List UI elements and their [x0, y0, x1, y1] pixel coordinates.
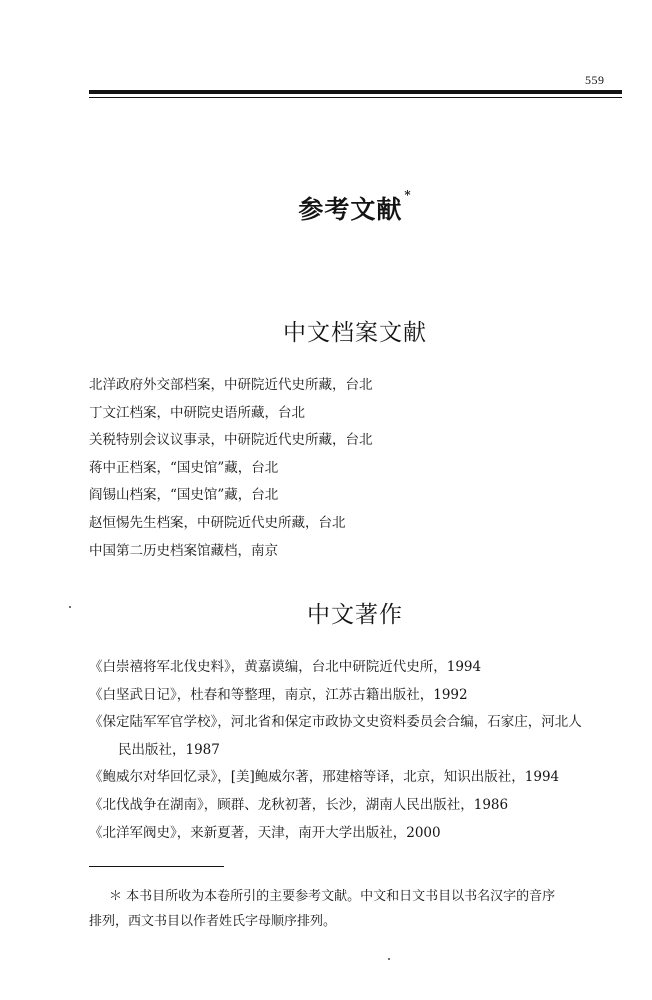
list-item: 中国第二历史档案馆藏档，南京	[89, 542, 278, 559]
list-item: 关税特别会议议事录，中研院近代史所藏，台北	[89, 432, 373, 449]
footnote-line-1: ＊ 本书目所收为本卷所引的主要参考文献。中文和日文书目以书名汉字的音序	[109, 889, 556, 904]
scan-speck	[69, 606, 71, 608]
section-heading-archives: 中文档案文献	[283, 320, 427, 346]
footnote-line-2: 排列，西文书目以作者姓氏字母顺序排列。	[89, 914, 337, 929]
list-item: 《白崇禧将军北伐史料》，黄嘉谟编，台北中研院近代史所，1994	[89, 659, 482, 675]
list-item: 《保定陆军军官学校》，河北省和保定市政协文史资料委员会合编，石家庄，河北人	[89, 714, 582, 731]
header-rule-thin	[89, 97, 622, 98]
list-item: 丁文江档案，中研院史语所藏，台北	[89, 404, 305, 421]
page-number: 559	[585, 73, 605, 87]
page-title	[0, 190, 652, 226]
header-rule-thick	[89, 90, 622, 94]
footnote	[89, 884, 625, 934]
title-footnote-mark: *	[404, 188, 412, 202]
list-item: 北洋政府外交部档案，中研院近代史所藏，台北	[89, 377, 373, 393]
archives-list	[89, 372, 629, 565]
list-item: 蒋中正档案，“国史馆”藏，台北	[89, 459, 279, 476]
books-list	[89, 654, 629, 847]
list-item: 《鲍威尔对华回忆录》，[美]鲍威尔著，邢建榕等译，北京，知识出版社，1994	[89, 769, 560, 786]
scan-speck	[388, 958, 390, 960]
list-item: 《北洋军阀史》，来新夏著，天津，南开大学出版社，2000	[89, 824, 441, 841]
list-item: 阎锡山档案，“国史馆”藏，台北	[89, 487, 279, 504]
list-item-continuation: 民出版社，1987	[118, 741, 220, 758]
section-heading-books: 中文著作	[307, 602, 403, 628]
list-item: 《白坚武日记》，杜春和等整理，南京，江苏古籍出版社，1992	[89, 686, 468, 703]
page-title-text: 参考文献	[298, 195, 403, 224]
list-item: 赵恒惕先生档案，中研院近代史所藏，台北	[89, 514, 346, 531]
footnote-rule	[89, 866, 224, 867]
list-item: 《北伐战争在湖南》，顾群、龙秋初著，长沙，湖南人民出版社，1986	[89, 796, 509, 813]
